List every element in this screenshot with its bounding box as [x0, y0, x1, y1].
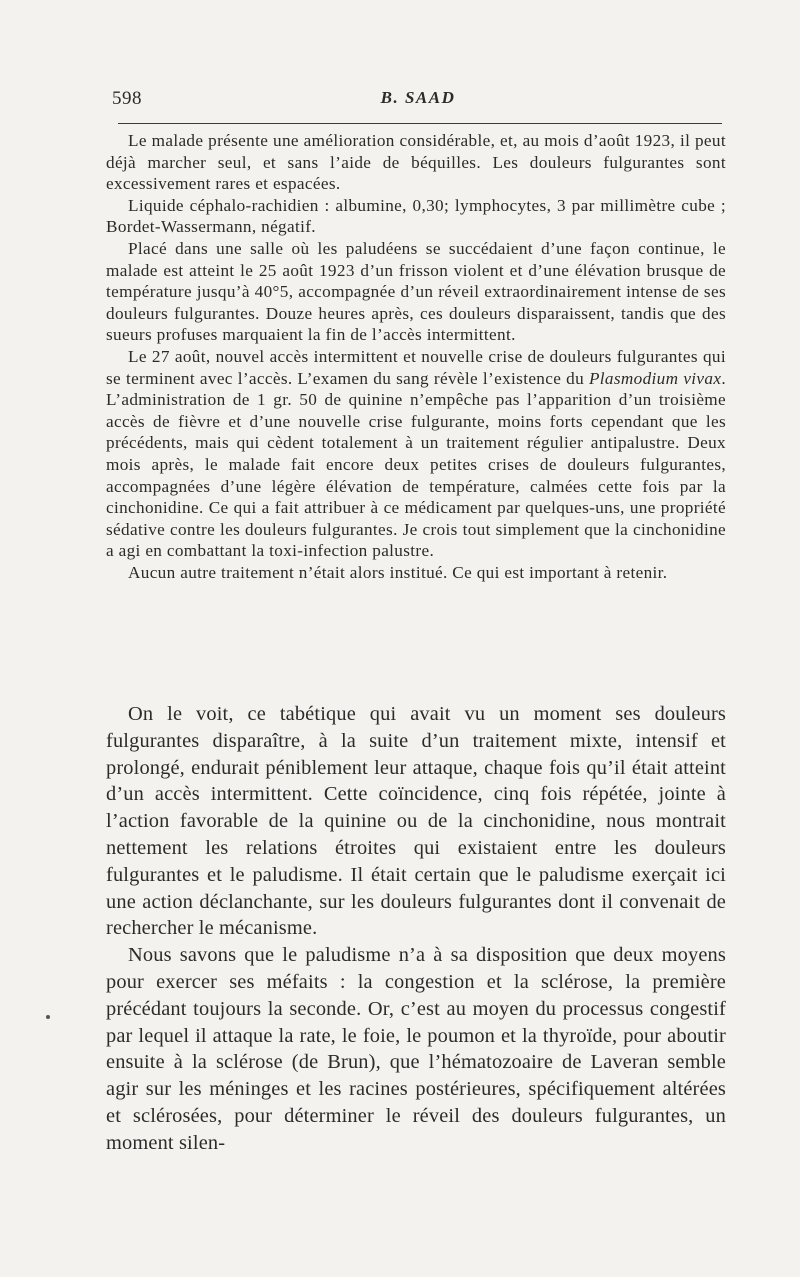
- case-paragraph-4: [106, 346, 726, 562]
- case-paragraph-5: [106, 562, 726, 584]
- main-paragraph-1: [106, 701, 726, 942]
- paragraph-text: Nous savons que le paludisme n’a à sa disposition que deux moyens pour exercer ses méfaits : la congestion et la sclérose, la première précédant toujours la seconde. Or, c’est au moyen du processus congestif par lequel il attaque la rate, le foie, le poumon et la thyroïde, pour aboutir ensuite à la sclérose (de Brun), que l’hématozoaire de Laveran semble agir sur les méninges et les racines postérieures, spécifiquement altérées et sclérosées, pour déterminer le réveil des douleurs fulgurantes, un moment silen-: [106, 944, 726, 1154]
- paragraph-text: Liquide céphalo-rachidien : albumine, 0,30; lymphocytes, 3 par millimètre cube ; Bordet-Wassermann, négatif.: [106, 195, 726, 237]
- case-paragraph-3: [106, 238, 726, 346]
- paragraph-text: Placé dans une salle où les paludéens se succédaient d’une façon continue, le malade est atteint le 25 août 1923 d’un frisson violent et d’une élévation brusque de température jusqu’à 40°5, accompagnée d’un réveil extraordinairement intense de ses douleurs fulgurantes. Douze heures après, ces douleurs disparaissent, tandis que des sueurs profuses marquaient la fin de l’accès intermittent.: [106, 238, 726, 345]
- page-number: 598: [112, 88, 142, 109]
- case-report-block: [106, 130, 726, 583]
- case-paragraph-2: [106, 195, 726, 238]
- running-head: [112, 88, 724, 114]
- case-paragraph-1: [106, 130, 726, 195]
- header-rule: [118, 123, 722, 124]
- margin-mark: [46, 1015, 50, 1019]
- paragraph-text: Le malade présente une amélioration considérable, et, au mois d’août 1923, il peut déjà marcher seul, et sans l’aide de béquilles. Les douleurs fulgurantes sont excessivement rares et espacées.: [106, 131, 726, 194]
- paragraph-text: Aucun autre traitement n’était alors institué. Ce qui est important à retenir.: [128, 562, 668, 582]
- paragraph-text: Le 27 août, nouvel accès intermittent et nouvelle crise de douleurs fulgurantes qui se terminent avec l’accès. L’examen du sang révèle l’existence du: [106, 346, 726, 388]
- main-text-block: [106, 701, 726, 1157]
- main-paragraph-2: [106, 942, 726, 1156]
- running-title: B. SAAD: [380, 88, 456, 107]
- italic-term: Plasmodium vivax: [588, 368, 722, 388]
- paragraph-text: On le voit, ce tabétique qui avait vu un moment ses douleurs fulgurantes disparaître, à la suite d’un traitement mixte, intensif et prolongé, endurait péniblement leur attaque, chaque fois qu’il était atteint d’un accès intermittent. Cette coïncidence, cinq fois répétée, jointe à l’action favorable de la quinine ou de la cinchonidine, nous montrait nettement les relations étroites qui existaient entre les douleurs fulgurantes et le paludisme. Il était certain que le paludisme exerçait ici une action déclanchante, sur les douleurs fulgurantes dont il convenait de rechercher le mécanisme.: [106, 703, 726, 940]
- paragraph-text: . L’administration de 1 gr. 50 de quinine n’empêche pas l’apparition d’un troisième accès de fièvre et d’une nouvelle crise fulgurante, moins forts cependant que les précédents, mais qui cèdent totalement à un traitement régulier antipalustre. Deux mois après, le malade fait encore deux petites crises de douleurs fulgurantes, accompagnées d’une légère élévation de température, calmées cette fois par la cinchonidine. Ce qui a fait attribuer à ce médicament par quelques-uns, une propriété sédative contre les douleurs fulgurantes. Je crois tout simplement que la cinchonidine a agi en combattant la toxi-infection palustre.: [106, 368, 726, 561]
